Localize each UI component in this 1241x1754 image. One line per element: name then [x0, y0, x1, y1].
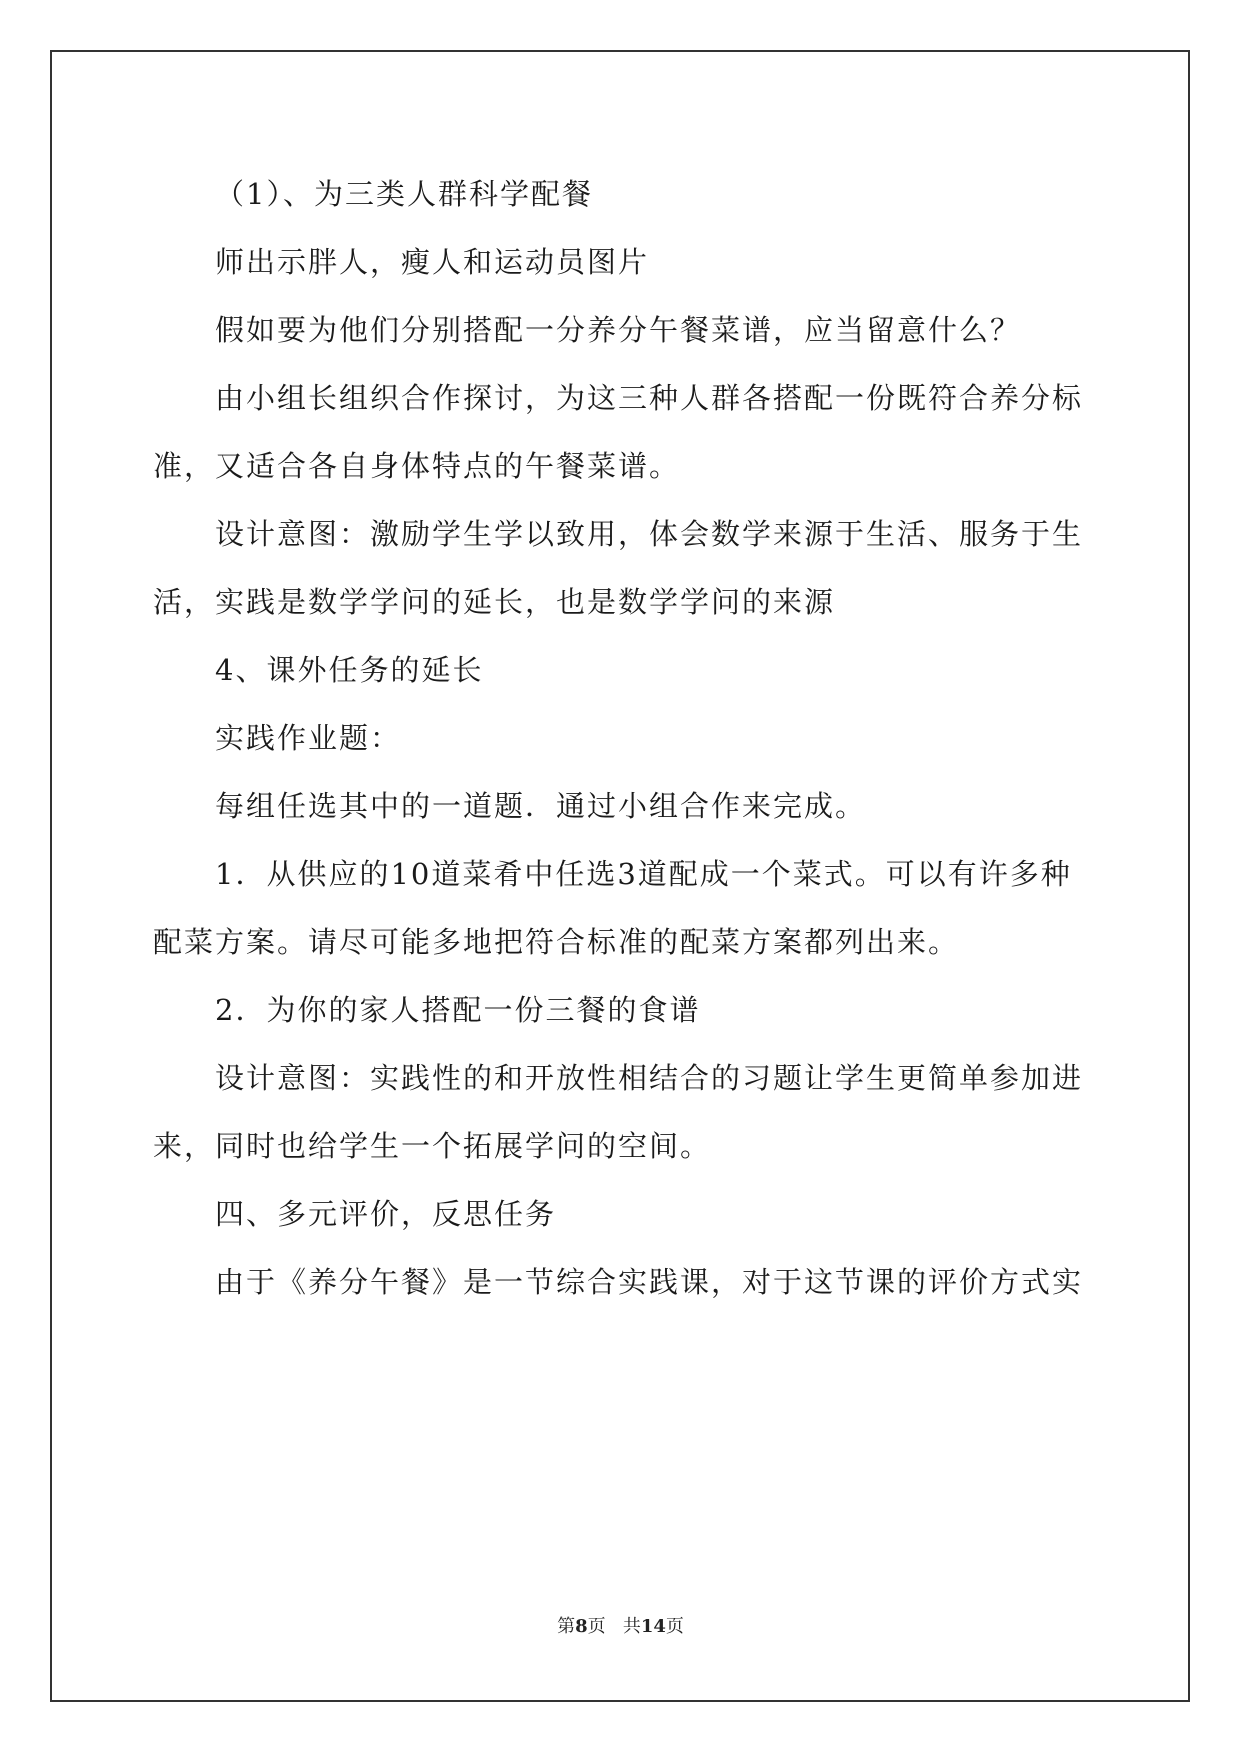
paragraph-line: 由于《养分午餐》是一节综合实践课，对于这节课的评价方式实 [215, 1265, 1084, 1299]
paragraph-line: 由小组长组织合作探讨，为这三种人群各搭配一份既符合养分标 [215, 381, 1084, 415]
page-prefix: 第 [557, 1616, 576, 1637]
paragraph-line: （1）、为三类人群科学配餐 [215, 177, 593, 211]
paragraph-line: 师出示胖人，瘦人和运动员图片 [215, 245, 650, 279]
page-suffix: 页 [587, 1616, 606, 1637]
page-footer [0, 1612, 1241, 1638]
paragraph-line: 设计意图：实践性的和开放性相结合的习题让学生更简单参加进 [215, 1061, 1084, 1095]
section-heading: 4、课外任务的延长 [215, 653, 484, 687]
total-prefix: 共 [622, 1616, 641, 1637]
paragraph-line: 准，又适合各自身体特点的午餐菜谱。 [153, 449, 681, 483]
list-item: 2．为你的家人搭配一份三餐的食谱 [215, 993, 701, 1027]
total-suffix: 页 [665, 1616, 684, 1637]
paragraph-line: 假如要为他们分别搭配一分养分午餐菜谱，应当留意什么？ [215, 313, 1022, 347]
list-item-continuation: 配菜方案。请尽可能多地把符合标准的配菜方案都列出来。 [153, 925, 960, 959]
total-pages: 14 [640, 1616, 666, 1637]
document-body [153, 160, 1088, 1316]
page-number: 8 [575, 1616, 588, 1637]
paragraph-line: 活，实践是数学学问的延长，也是数学学问的来源 [153, 585, 836, 619]
paragraph-line: 设计意图：激励学生学以致用，体会数学来源于生活、服务于生 [215, 517, 1084, 551]
paragraph-line: 来，同时也给学生一个拓展学问的空间。 [153, 1129, 712, 1163]
paragraph-line: 实践作业题： [215, 721, 402, 755]
paragraph-line: 每组任选其中的一道题．通过小组合作来完成。 [215, 789, 867, 823]
section-heading: 四、多元评价，反思任务 [215, 1197, 557, 1231]
list-item: 1．从供应的10道菜肴中任选3道配成一个菜式。可以有许多种 [215, 857, 1072, 891]
